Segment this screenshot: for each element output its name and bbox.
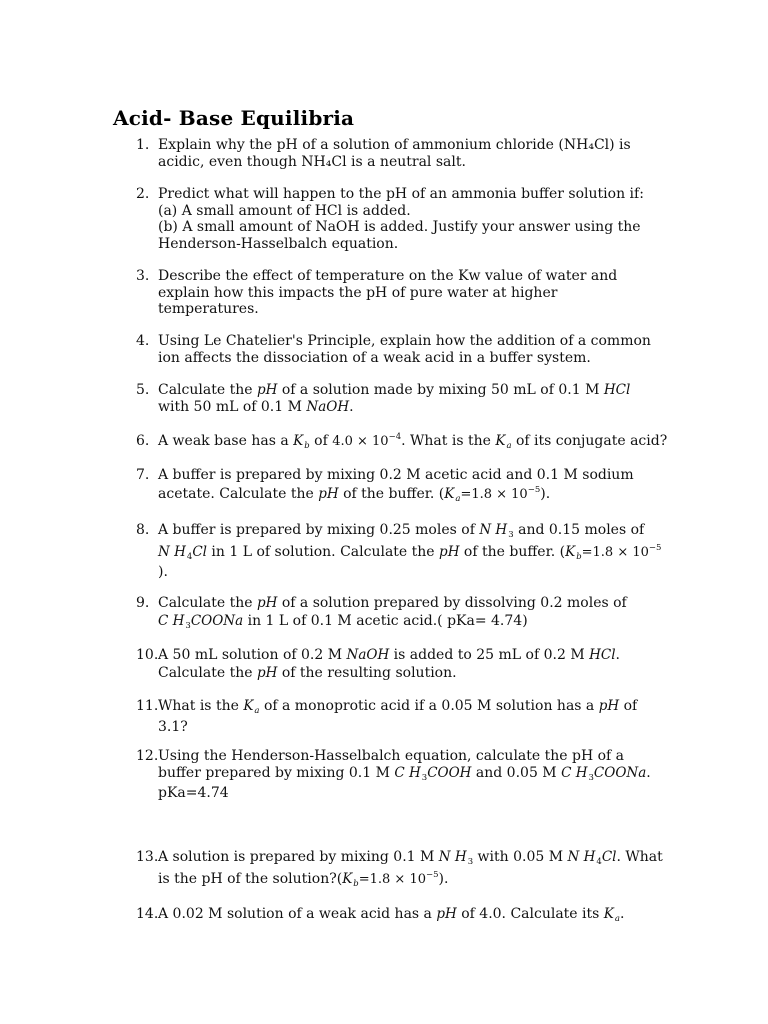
question-number: 10. xyxy=(136,647,159,663)
question-text-line: Explain why the pH of a solution of ammonium chloride (NH₄Cl) is xyxy=(158,137,631,153)
question-8 xyxy=(136,522,676,581)
question-text-line: A buffer is prepared by mixing 0.25 moles of N $H_3$ and 0.15 moles of xyxy=(158,522,645,540)
question-text-line: Predict what will happen to the pH of an ammonia buffer solution if: xyxy=(158,186,644,202)
question-text-line: with 50 mL of 0.1 M NaOH. xyxy=(158,398,354,415)
question-number: 2. xyxy=(136,186,150,202)
question-number: 3. xyxy=(136,268,150,284)
question-text-line: is the pH of the $solution?(K_b=1.8 \times 10^{-5})$. xyxy=(158,869,449,889)
question-number: 6. xyxy=(136,433,150,449)
question-12 xyxy=(136,748,676,802)
question-number: 12. xyxy=(136,748,159,764)
question-number: 14. xyxy=(136,906,159,922)
question-2 xyxy=(136,186,676,252)
question-text-line: (a) A small amount of HCl is added. xyxy=(158,202,411,219)
question-text-line: Henderson-Hasselbalch equation. xyxy=(158,235,399,252)
question-number: 11. xyxy=(136,698,159,714)
question-14 xyxy=(136,906,676,925)
question-1 xyxy=(136,137,676,170)
question-number: 4. xyxy=(136,333,150,349)
question-text-line: A 0.02 M solution of a weak acid has a pH of 4.0. Calculate its $K_a$. xyxy=(158,906,625,924)
question-text-line: What is the $K_a$ of a monoprotic acid if a 0.05 M solution has a pH of xyxy=(158,698,638,716)
question-text-line: A buffer is prepared by mixing 0.2 M acetic acid and 0.1 M sodium xyxy=(158,467,634,483)
question-text-line: acidic, even though NH₄Cl is a neutral salt. xyxy=(158,153,466,170)
question-text-line: (b) A small amount of NaOH is added. Justify your answer using the xyxy=(158,219,641,235)
question-text-line: Using the Henderson-Hasselbalch equation, calculate the pH of a xyxy=(158,748,625,764)
question-text-line: buffer prepared by mixing 0.1 M C $H_3COOH$ and 0.05 M C $H_3COONa$. xyxy=(158,764,651,783)
question-number: 5. xyxy=(136,382,150,398)
question-9 xyxy=(136,595,676,631)
question-text-line: pKa=4.74 xyxy=(158,785,229,801)
question-text-line: N $H_4Cl$ in 1 L of solution. Calculate the pH of the buffer. ($K_b=1.8 \times 10^{-5}$ xyxy=(158,542,662,562)
question-number: 9. xyxy=(136,595,150,611)
question-text-line: A weak base has a $K_b$ of $4.0 \times 10^{-4}$. What is the $K_a$ of its conjugate acid? xyxy=(158,432,668,451)
question-text-line: Calculate the pH of a solution made by mixing 50 mL of 0.1 M HCl xyxy=(158,382,631,398)
question-text-line: acetate. Calculate the pH of the buffer. $(K_a=1.8 \times 10^{-5})$. xyxy=(158,484,551,504)
question-6 xyxy=(136,433,676,452)
page-title: Acid- Base Equilibria xyxy=(113,106,355,130)
question-text-line: ion affects the dissociation of a weak acid in a buffer system. xyxy=(158,349,591,366)
question-text-line: temperatures. xyxy=(158,301,259,317)
question-number: 7. xyxy=(136,467,150,483)
question-4 xyxy=(136,333,676,366)
question-text-line: Using Le Chatelier's Principle, explain how the addition of a common xyxy=(158,333,651,349)
question-13 xyxy=(136,849,676,889)
question-number: 1. xyxy=(136,137,150,153)
question-text-line: A 50 mL solution of 0.2 M NaOH is added to 25 mL of 0.2 M HCl. xyxy=(158,647,620,663)
question-text-line: C $H_3COONa$ in 1 L of 0.1 M acetic acid.( pKa= 4.74) xyxy=(158,612,528,631)
question-number: 13. xyxy=(136,849,159,865)
question-7 xyxy=(136,467,676,504)
question-3 xyxy=(136,268,676,318)
question-number: 8. xyxy=(136,522,150,538)
question-text-line: explain how this impacts the pH of pure water at higher xyxy=(158,284,558,301)
question-text-line: Describe the effect of temperature on the Kw value of water and xyxy=(158,268,618,284)
question-text-line: A solution is prepared by mixing 0.1 M N $H_3$ with 0.05 M N $H_4Cl$. What xyxy=(158,849,663,867)
question-11 xyxy=(136,698,676,735)
question-5 xyxy=(136,382,676,415)
question-10 xyxy=(136,647,676,681)
question-text-line: Calculate the pH of the resulting solution. xyxy=(158,664,457,681)
question-text-line: ). xyxy=(158,564,168,580)
question-text-line: Calculate the pH of a solution prepared by dissolving 0.2 moles of xyxy=(158,595,627,611)
question-text-line: 3.1? xyxy=(158,718,188,735)
